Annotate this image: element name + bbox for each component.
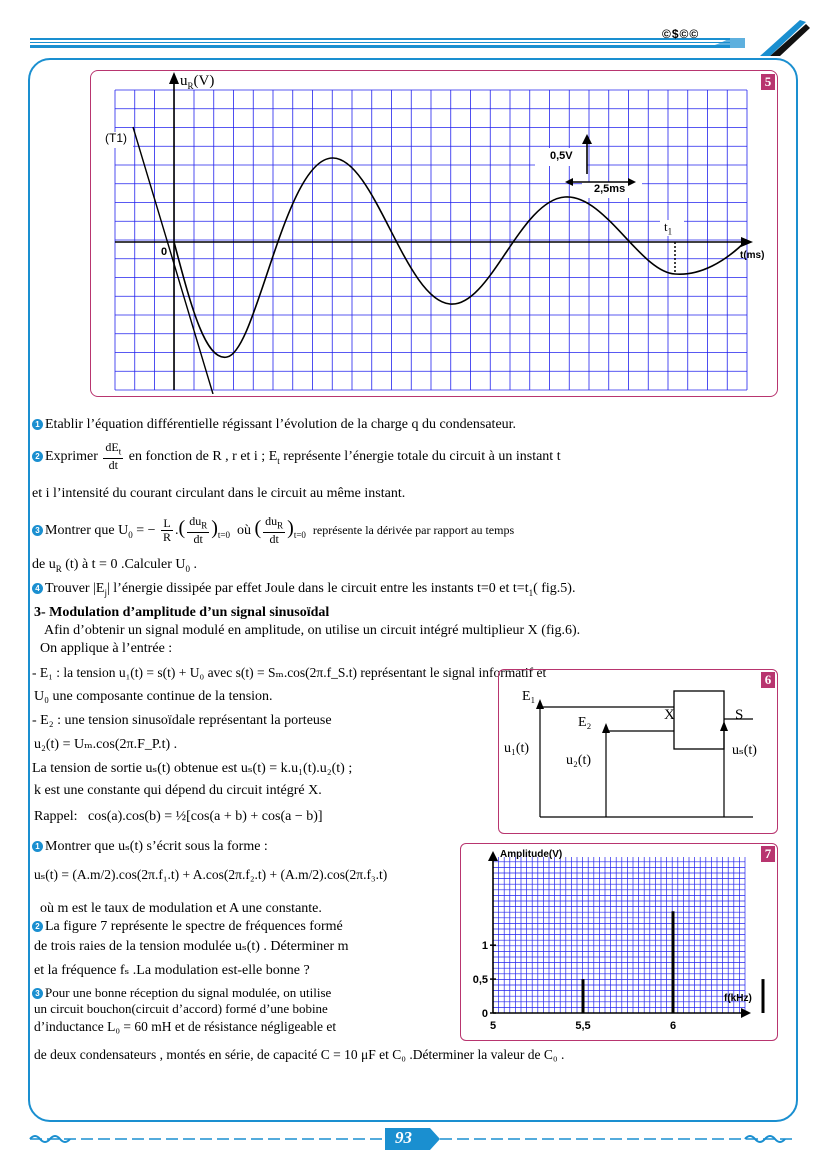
output-line: La tension de sortie uₛ(t) obtenue est uₛ(t) = k.u₁(t).u₂(t) ; <box>32 761 353 776</box>
y-axis-arrow <box>169 72 179 84</box>
spectrum-bar <box>672 911 675 1013</box>
f7-x-label: f(kHz) <box>724 993 752 1004</box>
tangent-label: (T1) <box>105 131 127 145</box>
spectrum-bar <box>582 979 585 1013</box>
question-1-2-line2: et i l’intensité du courant circulant dans le circuit au même instant. <box>32 486 406 501</box>
scale-t-label: 2,5ms <box>594 183 626 195</box>
fig6-s-label: S <box>735 707 744 723</box>
footer-band <box>0 1120 826 1160</box>
figure7-grid <box>493 857 745 1013</box>
figure7-spectrum <box>460 843 778 1041</box>
scale-v-label: 0,5V <box>550 150 573 162</box>
x-tick-label: 5 <box>489 1020 497 1032</box>
question-2-3-line2: un circuit bouchon(circuit d’accord) formé d’une bobine <box>34 1001 328 1016</box>
fig6-us-label: uₛ(t) <box>732 743 757 758</box>
question-2-2: 2 La figure 7 représente le spectre de fréquences formé <box>32 918 343 936</box>
bullet-4-icon: 4 <box>32 583 43 594</box>
fig6-e2-label: E₂ <box>578 715 592 730</box>
figure5-graph <box>95 72 775 394</box>
x-tick-label: 5,5 <box>575 1020 591 1032</box>
fraction-dEt-dt: $\frac{dE_t}{dt}$ <box>105 440 122 473</box>
section3-title: 3- Modulation d’amplitude d’un signal sinusoïdal <box>34 605 330 620</box>
question-1-2: 2 Exprimer $\frac{dE_t}{dt}$ en fonction de R , r et i ; $E_t$ représente l’énergie totale du circuit à un instant t <box>32 440 561 474</box>
fig6-u1-label: u₁(t) <box>504 741 530 756</box>
question-1-3: 3 Montrer que $U_0$ = − $\frac{L}{R}$ .( $\frac{du_R}{dt}$ )$_{t=0}$ où ( $\frac{du_R}{dt}$ )$_{t=0}$ représente la dérivée par rapport au temps <box>32 508 514 548</box>
e2-formula: u₂(t) = Uₘ.cos(2π.F_P.t) . <box>34 737 178 752</box>
spectrum-bar <box>762 979 765 1013</box>
t1-label: $t_1$ <box>664 219 673 237</box>
bullet-3b-icon: 3 <box>32 988 43 999</box>
question-2-3-line3: d’inductance L₀ = 60 mH et de résistance négligeable et <box>34 1019 337 1034</box>
fig6-e1-label: E₁ <box>522 689 536 704</box>
k-line: k est une constante qui dépend du circuit intégré X. <box>34 783 322 798</box>
figure6-badge: 6 <box>761 672 775 688</box>
y-axis-label: $u_R(V)$ <box>180 73 215 91</box>
e1-line: - E₁ : la tension u₁(t) = s(t) + U₀ avec s(t) = Sₘ.cos(2π.f_S.t) représentant le signal informatif et <box>32 665 547 680</box>
section3-intro2: On applique à l’entrée : <box>40 641 173 656</box>
multiplier-box <box>674 691 724 749</box>
x-axis-label: t(ms) <box>740 250 765 261</box>
e2-line: - E₂ : une tension sinusoïdale représentant la porteuse <box>32 713 332 728</box>
damped-curve <box>174 158 747 357</box>
header-band <box>0 0 826 60</box>
question-1-1: 1 Etablir l’équation différentielle régissant l’évolution de la charge q du condensateur. <box>32 416 516 434</box>
y-tick-label: 0,5 <box>472 974 488 987</box>
cc-license-icons: ©$©© <box>662 27 700 41</box>
question-2-3-line4: de deux condensateurs , montés en série, de capacité C = 10 μF et C₀ .Déterminer la valeur de C₀ . <box>34 1047 565 1062</box>
question-2-1: 1 Montrer que uₛ(t) s’écrit sous la forme : <box>32 838 268 856</box>
bullet-2-icon: 2 <box>32 451 43 462</box>
y-tick-label: 1 <box>481 940 488 953</box>
figure5-badge: 5 <box>761 74 775 90</box>
bullet-1-icon: 1 <box>32 419 43 430</box>
page-number: 93 <box>395 1128 412 1147</box>
section3-intro1: Afin d’obtenir un signal modulé en amplitude, on utilise un circuit intégré multiplieur X (fig.6). <box>44 623 581 638</box>
bullet-2b-icon: 2 <box>32 921 43 932</box>
origin-label: 0 <box>161 246 168 258</box>
e1-line2: U₀ une composante continue de la tension. <box>34 689 273 704</box>
question-1-3-line2: de $u_R$ (t) à t = 0 .Calculer $U_0$ . <box>32 557 197 574</box>
rappel-line: Rappel: cos(a).cos(b) = ½[cos(a + b) + cos(a − b)] <box>34 809 323 824</box>
figure7-badge: 7 <box>761 846 775 862</box>
question-2-2-line3: et la fréquence fₛ .La modulation est-elle bonne ? <box>34 963 310 978</box>
y-tick-label: 0 <box>481 1008 488 1020</box>
f7-y-label: Amplitude(V) <box>500 849 563 860</box>
formula-where: où m est le taux de modulation et A une constante. <box>40 901 322 916</box>
bullet-1b-icon: 1 <box>32 841 43 852</box>
fig6-x-label: X <box>664 707 675 723</box>
question-2-2-line2: de trois raies de la tension modulée uₛ(t) . Déterminer m <box>34 939 349 954</box>
question-2-3: 3 Pour une bonne réception du signal modulée, on utilise <box>32 984 331 1002</box>
modulated-formula: uₛ(t) = (A.m/2).cos(2π.f₁.t) + A.cos(2π.f₂.t) + (A.m/2).cos(2π.f₃.t) <box>34 867 388 882</box>
x-tick-label: 6 <box>669 1020 677 1032</box>
figure5-grid <box>115 90 747 390</box>
bullet-3-icon: 3 <box>32 525 43 536</box>
tangent-line <box>133 127 213 394</box>
fig6-u2-label: u₂(t) <box>566 753 592 768</box>
question-1-4: 4 Trouver $|E_j|$ l’énergie dissipée par effet Joule dans le circuit entre les instants t=0 et $t=t_1$( fig.5). <box>32 580 575 602</box>
